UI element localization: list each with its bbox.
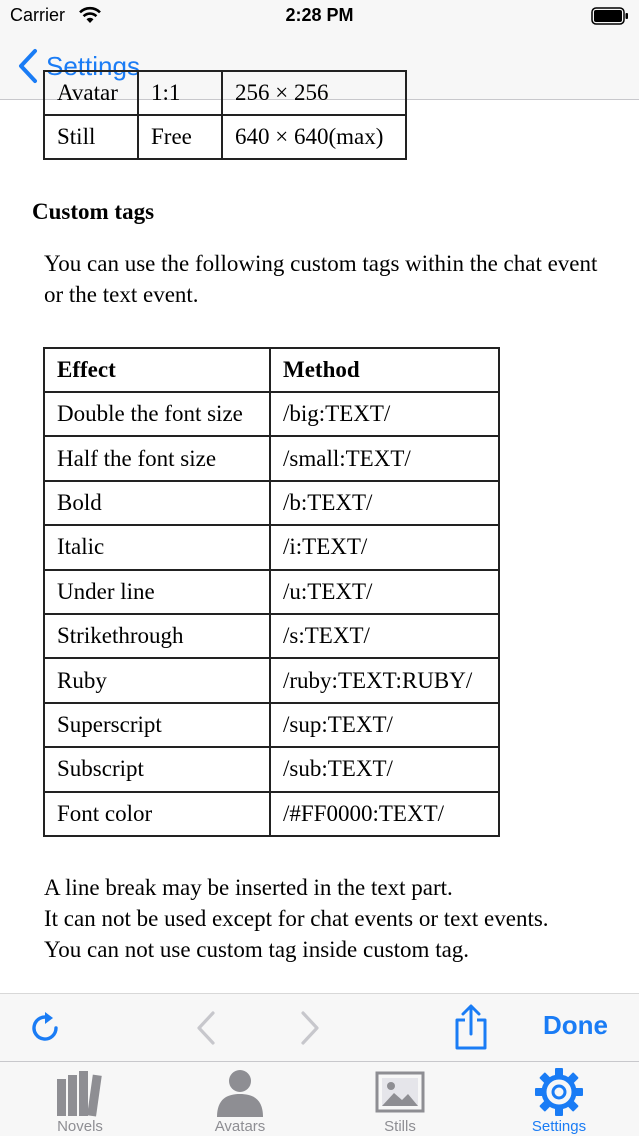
intro-paragraph: You can use the following custom tags within the chat event or the text event.	[44, 251, 598, 307]
table-row	[44, 115, 406, 159]
note-line: It can not be used except for chat events or text events.	[44, 906, 549, 931]
effect-cell: Superscript	[44, 703, 270, 747]
refresh-icon[interactable]	[25, 1008, 65, 1048]
tab-label: Avatars	[214, 1118, 266, 1135]
table-cell: 1:1	[138, 71, 222, 115]
carrier-label: Carrier	[10, 5, 66, 25]
effect-cell: Font color	[44, 792, 270, 836]
column-header-effect: Effect	[44, 348, 270, 392]
custom-tags-table	[43, 347, 500, 837]
table-cell: Free	[138, 115, 222, 159]
table-row	[44, 614, 499, 658]
chevron-right-icon[interactable]	[289, 1008, 329, 1048]
table-row	[44, 71, 406, 115]
table-header-row	[44, 348, 499, 392]
method-cell: /s:TEXT/	[270, 614, 499, 658]
table-cell: Still	[44, 115, 138, 159]
method-cell: /i:TEXT/	[270, 525, 499, 569]
table-row	[44, 525, 499, 569]
method-cell: /small:TEXT/	[270, 436, 499, 480]
table-row	[44, 658, 499, 702]
image-size-table	[43, 70, 407, 160]
share-icon[interactable]	[452, 1004, 490, 1050]
document-view[interactable]	[0, 80, 639, 993]
section-title: Custom tags	[32, 199, 155, 224]
tab-label: Novels	[57, 1118, 103, 1135]
tab-settings[interactable]	[479, 1062, 639, 1137]
table-row	[44, 570, 499, 614]
effect-cell: Under line	[44, 570, 270, 614]
notes-paragraph	[44, 872, 549, 965]
effect-cell: Bold	[44, 481, 270, 525]
books-icon	[55, 1067, 105, 1117]
tab-stills[interactable]	[320, 1062, 480, 1137]
tab-bar	[0, 1061, 639, 1136]
method-cell: /ruby:TEXT:RUBY/	[270, 658, 499, 702]
table-row	[44, 481, 499, 525]
chevron-left-icon	[16, 48, 40, 84]
status-time: 2:28 PM	[285, 5, 354, 25]
effect-cell: Half the font size	[44, 436, 270, 480]
table-cell: 640 × 640(max)	[222, 115, 406, 159]
effect-cell: Italic	[44, 525, 270, 569]
table-row	[44, 436, 499, 480]
tab-avatars[interactable]	[160, 1062, 320, 1137]
table-row	[44, 392, 499, 436]
table-row	[44, 792, 499, 836]
person-icon	[215, 1067, 265, 1117]
effect-cell: Strikethrough	[44, 614, 270, 658]
method-cell: /sup:TEXT/	[270, 703, 499, 747]
table-cell: Avatar	[44, 71, 138, 115]
method-cell: /b:TEXT/	[270, 481, 499, 525]
method-cell: /#FF0000:TEXT/	[270, 792, 499, 836]
tab-label: Stills	[384, 1118, 416, 1135]
method-cell: /big:TEXT/	[270, 392, 499, 436]
image-icon	[375, 1067, 425, 1117]
note-line: A line break may be inserted in the text part.	[44, 875, 453, 900]
effect-cell: Ruby	[44, 658, 270, 702]
method-cell: /sub:TEXT/	[270, 747, 499, 791]
done-button[interactable]: Done	[543, 1010, 608, 1040]
battery-icon	[591, 7, 629, 25]
table-row	[44, 747, 499, 791]
tab-label: Settings	[531, 1118, 587, 1135]
status-bar	[0, 0, 639, 34]
column-header-method: Method	[270, 348, 499, 392]
gear-icon	[534, 1067, 584, 1117]
table-row	[44, 703, 499, 747]
method-cell: /u:TEXT/	[270, 570, 499, 614]
note-line: You can not use custom tag inside custom tag.	[44, 937, 470, 962]
effect-cell: Subscript	[44, 747, 270, 791]
effect-cell: Double the font size	[44, 392, 270, 436]
back-button-label: Settings	[46, 50, 140, 81]
browser-toolbar	[0, 993, 639, 1061]
chevron-left-icon[interactable]	[187, 1008, 227, 1048]
tab-novels[interactable]	[0, 1062, 160, 1137]
table-cell: 256 × 256	[222, 71, 406, 115]
